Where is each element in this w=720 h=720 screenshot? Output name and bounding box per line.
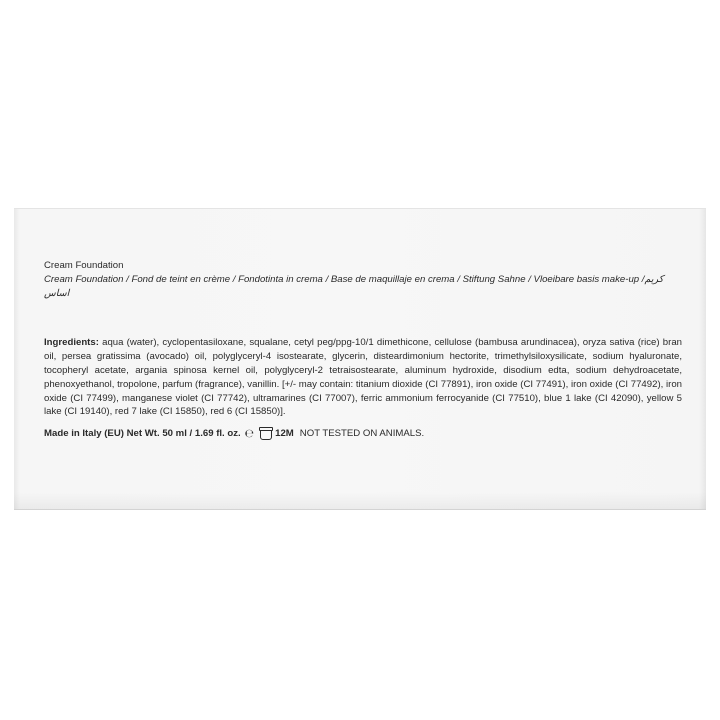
- open-jar-icon: [260, 429, 272, 440]
- product-box-panel: [14, 208, 706, 510]
- period-after-opening: 12M: [275, 428, 294, 440]
- label-footer: [44, 427, 682, 441]
- product-translations: Cream Foundation / Fond de teint en crème / Fondotinta in crema / Base de maquillaje en crema / Stiftung Sahne / Vloeibare basis make-up /كريم اساس: [44, 273, 664, 299]
- ingredients-block: [44, 336, 682, 419]
- origin-net-weight: Made in Italy (EU) Net Wt. 50 ml / 1.69 fl. oz.: [44, 428, 241, 440]
- ingredients-list: aqua (water), cyclopentasiloxane, squalane, cetyl peg/ppg-10/1 dimethicone, cellulose (bambusa arundinacea), oryza sativa (rice) bran oil, persea gratissima (avocado) oil, polyglyceryl-4 isostearate, glycerin, disteardimonium hectorite, trimethylsiloxysilicate, sodium hyaluronate, tocopheryl acetate, argania spinosa kernel oil, polyglyceryl-2 tetraisostearate, aluminum hydroxide, disodium edta, sodium dehydroacetate, phenoxyethanol, tropolone, parfum (fragrance), vanillin. [+/- may contain: titanium dioxide (CI 77891), iron oxide (CI 77491), iron oxide (CI 77492), iron oxide (CI 77499), manganese violet (CI 77742), ultramarines (CI 77007), ferric ammonium ferrocyanide (CI 77510), blue 1 lake (CI 42090), yellow 5 lake (CI 19140), red 7 lake (CI 15850), red 6 (CI 15850)].: [44, 337, 682, 418]
- ingredients-label: Ingredients:: [44, 337, 99, 349]
- product-title: Cream Foundation: [44, 260, 124, 271]
- estimated-sign-icon: ℮: [244, 427, 255, 441]
- not-tested-statement: NOT TESTED ON ANIMALS.: [299, 428, 425, 440]
- label-content: [44, 259, 682, 441]
